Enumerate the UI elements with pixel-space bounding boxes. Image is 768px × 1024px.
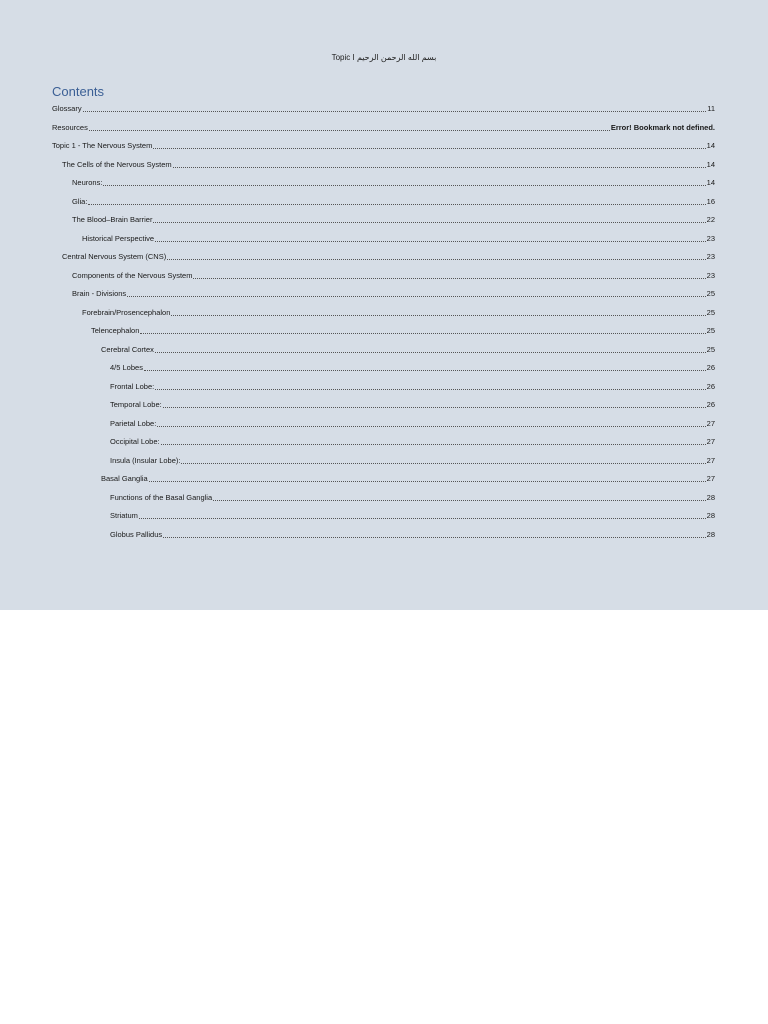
- toc-entry-page: 25: [706, 326, 715, 335]
- toc-entry-page: 25: [706, 307, 715, 317]
- toc-entry-page: 27: [706, 474, 715, 483]
- dot-leader: [181, 463, 705, 464]
- toc-entry-label: Central Nervous System (CNS): [62, 252, 167, 261]
- dot-leader: [155, 352, 706, 353]
- toc-entry[interactable]: [52, 396, 715, 410]
- toc-entry-label: The Blood–Brain Barrier: [72, 215, 153, 224]
- toc-title: Contents: [52, 84, 105, 99]
- dot-leader: [88, 204, 705, 205]
- toc-entry-page: 23: [706, 233, 715, 243]
- toc-entry-page: 11: [707, 104, 715, 113]
- toc-entry-label: Telencephalon: [91, 326, 140, 335]
- toc-entry-page: 26: [706, 363, 715, 372]
- toc-entry-page: 26: [706, 400, 715, 409]
- toc-entry[interactable]: [52, 452, 715, 466]
- dot-leader: [149, 481, 706, 482]
- dot-leader: [83, 111, 707, 112]
- toc-entry-label: Parietal Lobe:: [110, 418, 157, 428]
- dot-leader: [127, 296, 705, 297]
- toc-entry[interactable]: [52, 285, 715, 299]
- toc-entry-label: Resources: [52, 122, 88, 132]
- dot-leader: [161, 444, 706, 445]
- toc-entry-label: Neurons:: [72, 178, 103, 187]
- toc-entry-page: 22: [706, 215, 715, 224]
- toc-entry[interactable]: [52, 359, 715, 373]
- dot-leader: [171, 315, 705, 316]
- dot-leader: [144, 370, 706, 371]
- toc-entry-label: Cerebral Cortex: [101, 344, 154, 354]
- dot-leader: [153, 222, 705, 223]
- toc-entry[interactable]: [52, 211, 715, 225]
- toc-entry-page: 25: [706, 344, 715, 354]
- dot-leader: [167, 259, 705, 260]
- toc-entry-page: 16: [706, 196, 715, 206]
- toc-entry-page: 28: [706, 492, 715, 502]
- dot-leader: [193, 278, 705, 279]
- toc-entry[interactable]: [52, 230, 715, 244]
- toc-entry[interactable]: [52, 119, 715, 133]
- toc-entry[interactable]: [52, 470, 715, 484]
- toc-entry[interactable]: [52, 507, 715, 521]
- toc-entry-page: 25: [706, 289, 715, 298]
- toc-entry-label: Functions of the Basal Ganglia: [110, 492, 213, 502]
- toc-entry[interactable]: [52, 156, 715, 170]
- toc-entry[interactable]: [52, 174, 715, 188]
- toc-entry-page: 27: [706, 418, 715, 428]
- toc-entry-page: 14: [706, 159, 715, 169]
- toc-entry[interactable]: [52, 100, 715, 114]
- dot-leader: [140, 333, 705, 334]
- toc-entry-page: 28: [706, 511, 715, 520]
- dot-leader: [157, 426, 705, 427]
- toc-entry-page: 14: [706, 178, 715, 187]
- toc-entry-page: 27: [706, 437, 715, 446]
- toc-entry-page: 27: [706, 455, 715, 465]
- toc-entry[interactable]: [52, 489, 715, 503]
- toc-entry-label: Historical Perspective: [82, 233, 155, 243]
- toc-entry[interactable]: [52, 378, 715, 392]
- toc-entry-page: 23: [706, 270, 715, 280]
- toc-entry[interactable]: [52, 267, 715, 281]
- toc-entry-label: Globus Pallidus: [110, 529, 163, 539]
- dot-leader: [163, 407, 706, 408]
- toc-entry-label: Glia:: [72, 196, 88, 206]
- toc-entry-label: 4/5 Lobes: [110, 363, 143, 372]
- toc-entry-label: Glossary: [52, 104, 82, 113]
- toc-entry-label: Basal Ganglia: [101, 474, 148, 483]
- toc-entry[interactable]: [52, 415, 715, 429]
- toc-entry-label: Insula (Insular Lobe):: [110, 455, 181, 465]
- toc-entry-label: Temporal Lobe:: [110, 400, 162, 409]
- toc-entry-label: Forebrain/Prosencephalon: [82, 307, 171, 317]
- toc-entry-page: 26: [706, 381, 715, 391]
- dot-leader: [139, 518, 706, 519]
- toc-entry[interactable]: [52, 137, 715, 151]
- toc-entry-label: Occipital Lobe:: [110, 437, 160, 446]
- toc-entry-label: Brain - Divisions: [72, 289, 127, 298]
- dot-leader: [173, 167, 706, 168]
- dot-leader: [153, 148, 705, 149]
- toc-entry-label: Frontal Lobe:: [110, 381, 155, 391]
- toc-entry-page: Error! Bookmark not defined.: [610, 122, 715, 132]
- toc-entry-label: Topic 1 - The Nervous System: [52, 141, 153, 150]
- toc-entry[interactable]: [52, 433, 715, 447]
- toc-entry[interactable]: [52, 341, 715, 355]
- toc-entry-page: 28: [706, 529, 715, 539]
- dot-leader: [155, 241, 706, 242]
- toc-entry[interactable]: [52, 322, 715, 336]
- toc-entry-label: The Cells of the Nervous System: [62, 159, 172, 169]
- toc-entry-page: 14: [706, 141, 715, 150]
- page-header: بسم الله الرحمن الرحيم Topic I: [331, 53, 437, 62]
- toc-entry[interactable]: [52, 304, 715, 318]
- toc-entry[interactable]: [52, 248, 715, 262]
- dot-leader: [89, 130, 610, 131]
- toc-entry[interactable]: [52, 193, 715, 207]
- toc-entry-label: Components of the Nervous System: [72, 270, 193, 280]
- dot-leader: [155, 389, 705, 390]
- dot-leader: [213, 500, 706, 501]
- dot-leader: [103, 185, 705, 186]
- toc-entry-label: Striatum: [110, 511, 138, 520]
- toc-entry-page: 23: [706, 252, 715, 261]
- dot-leader: [163, 537, 706, 538]
- toc-entry[interactable]: [52, 526, 715, 540]
